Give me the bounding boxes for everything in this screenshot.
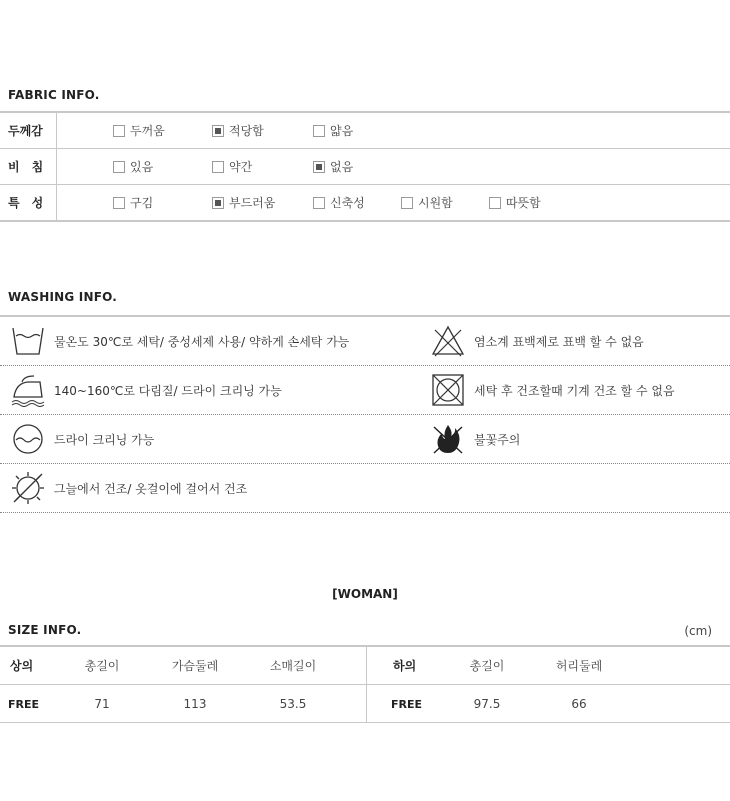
size-name: FREE (8, 697, 40, 711)
washing-item (10, 415, 154, 463)
table-cell: 71 (94, 697, 110, 711)
fabric-info-title: FABRIC INFO. (8, 88, 100, 102)
washing-info-list (0, 315, 730, 513)
flammable-icon (430, 421, 466, 457)
washing-item (430, 415, 520, 463)
option-stretch[interactable] (313, 185, 365, 220)
option-thick[interactable] (113, 113, 165, 148)
option-label: 신축성 (330, 196, 365, 210)
washing-item (430, 366, 675, 414)
washing-item (10, 464, 247, 512)
washing-text: 세탁 후 건조할때 기계 건조 할 수 없음 (474, 383, 675, 398)
washing-item (10, 366, 282, 414)
washing-row (0, 317, 730, 366)
fabric-row-features (0, 185, 730, 222)
washing-text: 염소계 표백제로 표백 할 수 없음 (474, 334, 644, 349)
option-soft[interactable] (212, 185, 275, 220)
washing-text: 물온도 30℃로 세탁/ 중성세제 사용/ 약하게 손세탁 가능 (54, 334, 350, 349)
row-divider (56, 113, 57, 148)
bottom-label: 하의 (393, 659, 417, 673)
option-label: 시원함 (418, 196, 453, 210)
checkbox[interactable] (401, 197, 413, 209)
option-label: 따뜻함 (506, 196, 541, 210)
checkbox[interactable] (212, 161, 224, 173)
table-cell: 113 (183, 697, 207, 711)
size-name: FREE (391, 697, 423, 711)
checkbox[interactable] (313, 197, 325, 209)
option-cool[interactable] (401, 185, 453, 220)
fabric-info-table (0, 111, 730, 221)
checkbox-checked[interactable] (313, 161, 325, 173)
hand-wash-icon (10, 323, 46, 359)
option-moderate[interactable] (212, 113, 264, 148)
option-none[interactable] (313, 149, 353, 184)
checkbox[interactable] (313, 125, 325, 137)
fabric-row-label: 비 침 (8, 160, 44, 174)
no-machine-wash-icon (430, 372, 466, 408)
checkbox-checked[interactable] (212, 125, 224, 137)
option-warm[interactable] (489, 185, 541, 220)
size-header-row (0, 647, 730, 685)
row-divider (56, 149, 57, 184)
table-header: 허리둘레 (555, 659, 603, 673)
option-label: 적당함 (229, 124, 264, 138)
option-yes[interactable] (113, 149, 153, 184)
size-unit: (cm) (684, 624, 712, 638)
checkbox-checked[interactable] (212, 197, 224, 209)
washing-text: 불꽃주의 (474, 432, 521, 447)
checkbox[interactable] (489, 197, 501, 209)
table-header: 가슴둘레 (171, 659, 219, 673)
washing-item (430, 317, 644, 365)
option-label: 부드러움 (229, 196, 276, 210)
table-header: 총길이 (84, 659, 120, 673)
washing-text: 140~160℃로 다림질/ 드라이 크리닝 가능 (54, 383, 282, 398)
option-wrinkle[interactable] (113, 185, 153, 220)
washing-item (10, 317, 349, 365)
table-cell: 66 (571, 697, 587, 711)
size-group-label: [WOMAN] (332, 587, 398, 601)
top-label: 상의 (10, 659, 34, 673)
iron-icon (10, 372, 46, 408)
table-header: 소매길이 (269, 659, 317, 673)
row-divider (56, 185, 57, 220)
washing-text: 드라이 크리닝 가능 (54, 432, 155, 447)
table-cell: 97.5 (473, 697, 501, 711)
shade-dry-icon (10, 470, 46, 506)
table-header: 총길이 (469, 659, 505, 673)
checkbox[interactable] (113, 197, 125, 209)
option-slight[interactable] (212, 149, 252, 184)
size-table (0, 645, 730, 723)
option-label: 얇음 (330, 124, 354, 138)
option-label: 있음 (130, 160, 154, 174)
size-info-title: SIZE INFO. (8, 623, 82, 637)
washing-row (0, 464, 730, 513)
washing-row (0, 415, 730, 464)
fabric-row-label: 두께감 (8, 124, 43, 138)
washing-text: 그늘에서 건조/ 옷걸이에 걸어서 건조 (54, 481, 248, 496)
table-cell: 53.5 (279, 697, 307, 711)
checkbox[interactable] (113, 125, 125, 137)
fabric-row-sheerness (0, 149, 730, 185)
size-data-row (0, 685, 730, 723)
checkbox[interactable] (113, 161, 125, 173)
no-bleach-icon (430, 323, 466, 359)
option-thin[interactable] (313, 113, 353, 148)
option-label: 구김 (130, 196, 154, 210)
fabric-row-label: 특 성 (8, 196, 44, 210)
option-label: 약간 (229, 160, 253, 174)
dry-clean-icon (10, 421, 46, 457)
fabric-row-thickness (0, 113, 730, 149)
washing-row (0, 366, 730, 415)
washing-info-title: WASHING INFO. (8, 290, 118, 304)
option-label: 없음 (330, 160, 354, 174)
option-label: 두꺼움 (130, 124, 165, 138)
